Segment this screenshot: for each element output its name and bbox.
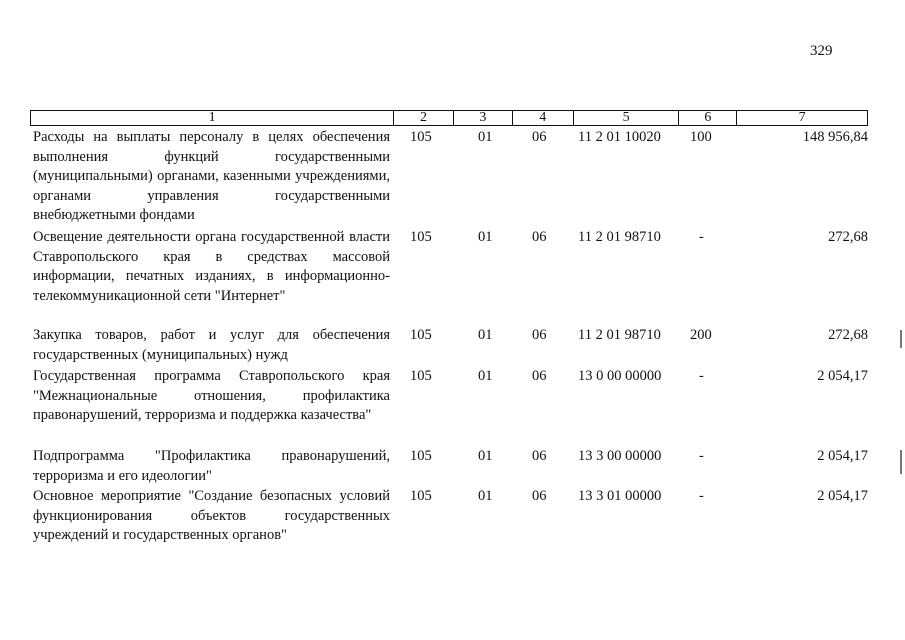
cell-expense-type: - xyxy=(699,488,704,504)
scan-artifact xyxy=(900,330,902,348)
cell-expense-type: 200 xyxy=(690,327,712,343)
cell-expense-type: 100 xyxy=(690,129,712,145)
cell-target-code: 13 3 01 00000 xyxy=(578,488,662,504)
cell-amount: 148 956,84 xyxy=(802,129,868,145)
row-description: Основное мероприятие "Создание безопасных условий функционирования объектов государственных учреждений и государственных органов" xyxy=(33,488,390,543)
cell-amount: 2 054,17 xyxy=(817,448,868,464)
cell-section: 01 xyxy=(478,368,493,384)
cell-amount: 2 054,17 xyxy=(817,368,868,384)
header-col-1: 1 xyxy=(208,110,216,125)
row-description: Государственная программа Ставропольского края "Межнациональные отношения, профилактика правонарушений, терроризма и поддержка казачества" xyxy=(33,368,390,423)
cell-section: 01 xyxy=(478,229,493,245)
cell-expense-type: - xyxy=(699,229,704,245)
cell-subsection: 06 xyxy=(532,448,547,464)
cell-subsection: 06 xyxy=(532,368,547,384)
row-description: Освещение деятельности органа государственной власти Ставропольского края в средствах массовой информации, печатных изданиях, в информационно-телекоммуникационной сети "Интернет" xyxy=(33,229,390,304)
cell-target-code: 11 2 01 10020 xyxy=(578,129,661,145)
row-description: Подпрограмма "Профилактика правонарушений, терроризма и его идеологии" xyxy=(33,448,390,484)
cell-target-code: 13 3 00 00000 xyxy=(578,448,662,464)
cell-subsection: 06 xyxy=(532,229,547,245)
cell-ministry: 105 xyxy=(410,327,432,343)
cell-subsection: 06 xyxy=(532,488,547,504)
cell-ministry: 105 xyxy=(410,488,432,504)
cell-section: 01 xyxy=(478,129,493,145)
cell-subsection: 06 xyxy=(532,129,547,145)
cell-expense-type: - xyxy=(699,368,704,384)
cell-target-code: 13 0 00 00000 xyxy=(578,368,662,384)
cell-section: 01 xyxy=(478,327,493,343)
header-col-7: 7 xyxy=(736,111,867,125)
header-col-2: 2 xyxy=(393,111,453,125)
row-description: Расходы на выплаты персоналу в целях обеспечения выполнения функций государственными (муниципальными) органами, казенными учреждениями, органами управления государственными внебюджетными фондами xyxy=(33,129,390,223)
cell-ministry: 105 xyxy=(410,229,432,245)
cell-subsection: 06 xyxy=(532,327,547,343)
cell-amount: 272,68 xyxy=(828,229,868,245)
cell-ministry: 105 xyxy=(410,129,432,145)
cell-amount: 2 054,17 xyxy=(817,488,868,504)
cell-section: 01 xyxy=(478,488,493,504)
header-col-6: 6 xyxy=(678,111,736,125)
header-col-3: 3 xyxy=(453,111,512,125)
header-col-5: 5 xyxy=(573,111,679,125)
cell-ministry: 105 xyxy=(410,448,432,464)
cell-target-code: 11 2 01 98710 xyxy=(578,327,661,343)
page-number: 329 xyxy=(810,43,833,59)
row-description: Закупка товаров, работ и услуг для обеспечения государственных (муниципальных) нужд xyxy=(33,327,390,363)
cell-expense-type: - xyxy=(699,448,704,464)
cell-ministry: 105 xyxy=(410,368,432,384)
cell-target-code: 11 2 01 98710 xyxy=(578,229,661,245)
cell-amount: 272,68 xyxy=(828,327,868,343)
cell-section: 01 xyxy=(478,448,493,464)
header-col-4: 4 xyxy=(512,111,573,125)
scan-artifact xyxy=(900,450,902,474)
table-header xyxy=(30,110,868,126)
